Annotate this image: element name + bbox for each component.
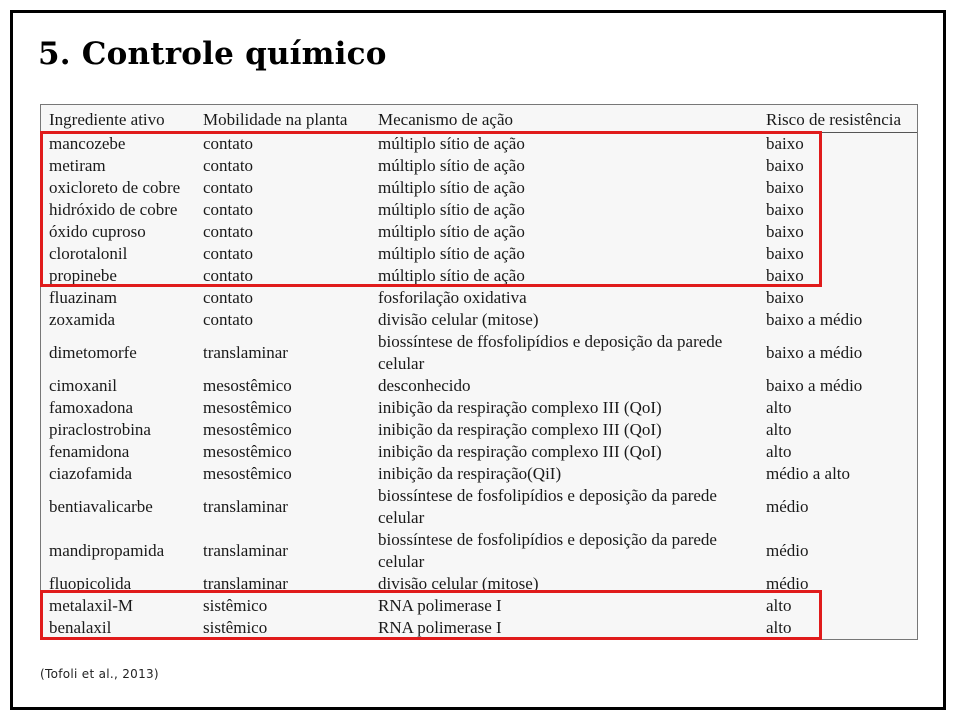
cell-ingrediente: ciazofamida	[49, 464, 133, 483]
table-row	[41, 309, 917, 331]
cell-ingrediente: benalaxil	[49, 618, 112, 637]
cell-risco: médio	[766, 574, 809, 593]
table-row	[41, 441, 917, 463]
header-mecanismo: Mecanismo de ação	[370, 105, 758, 133]
cell-mecanismo: múltiplo sítio de ação	[378, 178, 525, 197]
cell-mecanismo: divisão celular (mitose)	[378, 310, 539, 329]
cell-risco: baixo a médio	[766, 343, 863, 362]
cell-mobilidade: mesostêmico	[203, 376, 292, 395]
cell-mecanismo: fosforilação oxidativa	[378, 288, 527, 307]
slide-title: 5. Controle químico	[38, 36, 387, 72]
cell-mobilidade: contato	[203, 222, 254, 241]
table-row	[41, 485, 917, 529]
cell-ingrediente: propinebe	[49, 266, 117, 285]
cell-mobilidade: mesostêmico	[203, 464, 292, 483]
cell-ingrediente: cimoxanil	[49, 376, 117, 395]
cell-mobilidade: translaminar	[203, 343, 288, 362]
cell-ingrediente: mancozebe	[49, 134, 126, 153]
table-row	[41, 397, 917, 419]
header-risco: Risco de resistência	[758, 105, 917, 133]
cell-risco: baixo a médio	[766, 376, 863, 395]
cell-mecanismo: múltiplo sítio de ação	[378, 222, 525, 241]
cell-risco: baixo	[766, 134, 804, 153]
cell-ingrediente: oxicloreto de cobre	[49, 178, 181, 197]
cell-mobilidade: contato	[203, 266, 254, 285]
highlight-box-systemic	[40, 590, 822, 640]
cell-mecanismo: múltiplo sítio de ação	[378, 134, 525, 153]
cell-mecanismo: múltiplo sítio de ação	[378, 200, 525, 219]
cell-mecanismo: desconhecido	[378, 376, 471, 395]
cell-ingrediente: hidróxido de cobre	[49, 200, 178, 219]
cell-mobilidade: mesostêmico	[203, 420, 292, 439]
cell-risco: baixo	[766, 244, 804, 263]
cell-risco: alto	[766, 442, 792, 461]
cell-ingrediente: metiram	[49, 156, 106, 175]
cell-ingrediente: fenamidona	[49, 442, 130, 461]
cell-mecanismo: inibição da respiração complexo III (QoI)	[378, 420, 662, 439]
cell-ingrediente: óxido cuproso	[49, 222, 146, 241]
cell-mecanismo: inibição da respiração complexo III (QoI)	[378, 442, 662, 461]
cell-risco: médio	[766, 541, 809, 560]
cell-mobilidade: mesostêmico	[203, 442, 292, 461]
cell-ingrediente: clorotalonil	[49, 244, 128, 263]
cell-risco: alto	[766, 420, 792, 439]
cell-ingrediente: mandipropamida	[49, 541, 165, 560]
cell-mecanismo: múltiplo sítio de ação	[378, 244, 525, 263]
source-citation: (Tofoli et al., 2013)	[40, 667, 159, 681]
cell-mecanismo: biossíntese de ffosfolipídios e deposição da parede celular	[378, 332, 723, 373]
cell-mecanismo: biossíntese de fosfolipídios e deposição da parede celular	[378, 486, 717, 527]
cell-mecanismo: inibição da respiração(QiI)	[378, 464, 562, 483]
cell-risco: baixo	[766, 156, 804, 175]
cell-mobilidade: contato	[203, 244, 254, 263]
cell-risco: baixo	[766, 222, 804, 241]
cell-mobilidade: contato	[203, 200, 254, 219]
cell-ingrediente: metalaxil-M	[49, 596, 134, 615]
cell-mobilidade: contato	[203, 310, 254, 329]
cell-mobilidade: contato	[203, 288, 254, 307]
cell-mobilidade: sistêmico	[203, 596, 268, 615]
cell-mobilidade: translaminar	[203, 574, 288, 593]
cell-risco: alto	[766, 618, 792, 637]
table-header-row	[41, 105, 917, 133]
header-mobilidade: Mobilidade na planta	[195, 105, 370, 133]
cell-risco: médio a alto	[766, 464, 851, 483]
cell-risco: alto	[766, 398, 792, 417]
table-row	[41, 419, 917, 441]
cell-risco: baixo a médio	[766, 310, 863, 329]
cell-mecanismo: múltiplo sítio de ação	[378, 156, 525, 175]
table-row	[41, 463, 917, 485]
cell-risco: baixo	[766, 178, 804, 197]
cell-mecanismo: RNA polimerase I	[378, 596, 502, 615]
cell-ingrediente: fluazinam	[49, 288, 117, 307]
cell-mecanismo: múltiplo sítio de ação	[378, 266, 525, 285]
cell-ingrediente: piraclostrobina	[49, 420, 151, 439]
cell-ingrediente: dimetomorfe	[49, 343, 137, 362]
cell-mecanismo: biossíntese de fosfolipídios e deposição da parede celular	[378, 530, 717, 571]
table-row	[41, 529, 917, 573]
cell-risco: baixo	[766, 288, 804, 307]
cell-mobilidade: contato	[203, 134, 254, 153]
cell-mecanismo: divisão celular (mitose)	[378, 574, 539, 593]
cell-risco: médio	[766, 497, 809, 516]
cell-ingrediente: famoxadona	[49, 398, 134, 417]
cell-risco: alto	[766, 596, 792, 615]
cell-mecanismo: inibição da respiração complexo III (QoI)	[378, 398, 662, 417]
cell-mobilidade: translaminar	[203, 541, 288, 560]
cell-ingrediente: fluopicolida	[49, 574, 132, 593]
cell-mobilidade: translaminar	[203, 497, 288, 516]
header-ingrediente: Ingrediente ativo	[41, 105, 195, 133]
table-row	[41, 375, 917, 397]
cell-risco: baixo	[766, 266, 804, 285]
cell-ingrediente: bentiavalicarbe	[49, 497, 153, 516]
cell-mobilidade: mesostêmico	[203, 398, 292, 417]
cell-mobilidade: contato	[203, 156, 254, 175]
cell-mecanismo: RNA polimerase I	[378, 618, 502, 637]
cell-risco: baixo	[766, 200, 804, 219]
cell-ingrediente: zoxamida	[49, 310, 116, 329]
cell-mobilidade: contato	[203, 178, 254, 197]
table-row	[41, 331, 917, 375]
highlight-box-contact-multisite	[40, 131, 822, 287]
cell-mobilidade: sistêmico	[203, 618, 268, 637]
table-row	[41, 287, 917, 309]
